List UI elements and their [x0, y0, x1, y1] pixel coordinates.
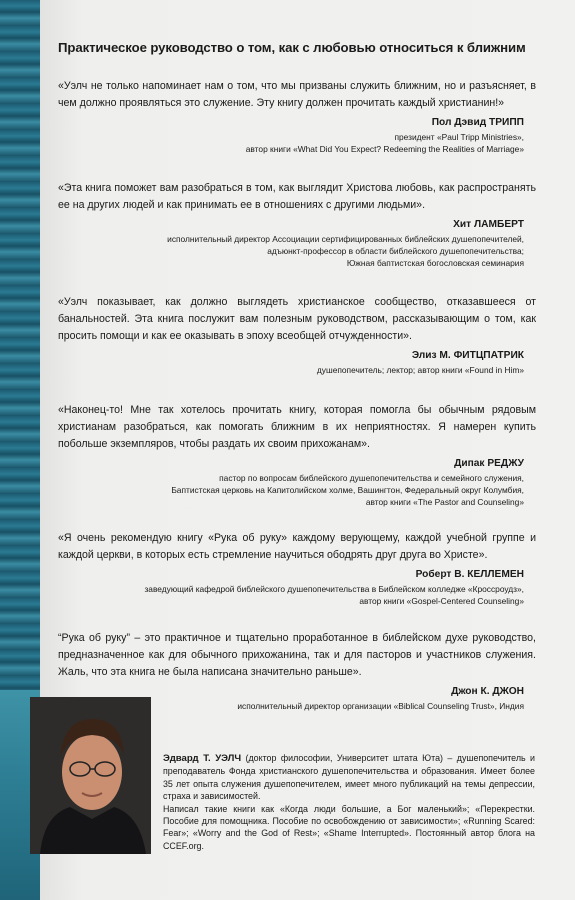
bio-paragraph: Написал такие книги как «Когда люди большие, а Бог маленький»; «Перекрестки. Пособие для помощника. Пособие по освобождению от зависимости»; «Running Scared: Fear»; «Worry and the God of Rest»; «Shame Interrupted». Постоянный автор блога на CCEF.org.	[163, 803, 535, 851]
author-name: Эдвард Т. УЭЛЧ	[163, 753, 242, 764]
quote-author: Элиз М. ФИТЦПАТРИК	[411, 350, 524, 361]
role-line: пастор по вопросам библейского душепопечительства и семейного служения,	[219, 473, 524, 483]
role-line: исполнительный директор Ассоциации сертифицированных библейских душепопечителей,	[167, 234, 524, 244]
quote-1	[58, 78, 536, 155]
page-title: Практическое руководство о том, как с любовью относиться к ближним	[58, 40, 526, 55]
role-line: автор книги «Gospel-Centered Counseling»	[359, 596, 524, 606]
quote-author-role	[58, 131, 536, 155]
quote-author-role	[58, 472, 536, 508]
quote-text: «Уэлч не только напоминает нам о том, что мы призваны служить ближним, но и разъясняет, в чем должно проявляться это служение. Эту книгу должен прочитать каждый христианин!»	[58, 80, 536, 109]
quote-5	[58, 530, 536, 607]
quote-author: Роберт В. КЕЛЛЕМЕН	[415, 569, 524, 580]
role-line: заведующий кафедрой библейского душепопечительства в Библейском колледже «Кроссроудз»,	[144, 584, 524, 594]
author-photo	[30, 697, 151, 854]
quote-text: “Рука об руку” – это практичное и тщательно проработанное в библейском духе руководство, предназначенное как для обычного прихожанина, так и для пасторов и участников служения. Жаль, что эта книга не была написана значительно раньше».	[58, 632, 536, 678]
quote-2	[58, 180, 536, 269]
bio-paragraph	[163, 752, 535, 803]
quote-text: «Наконец-то! Мне так хотелось прочитать книгу, которая помогла бы обычным рядовым христианам разобраться, как помогать ближним в их неприятностях. Я намерен купить побольше экземпляров, чтобы раздать их своим прихожанам».	[58, 404, 536, 450]
role-line: Баптистская церковь на Капитолийском холме, Вашингтон, Федеральный округ Колумбия,	[171, 485, 524, 495]
role-line: автор книги «What Did You Expect? Redeeming the Realities of Marriage»	[245, 144, 524, 154]
author-bio	[163, 752, 535, 852]
quote-3	[58, 294, 536, 376]
role-line: президент «Paul Tripp Ministries»,	[394, 132, 524, 142]
quote-text: «Я очень рекомендую книгу «Рука об руку» каждому верующему, каждой учебной группе и каждой церкви, в которых есть стремление научиться ободрять друг друга во Христе».	[58, 532, 536, 561]
quote-author-role	[58, 583, 536, 607]
role-line: Южная баптистская богословская семинария	[346, 258, 524, 268]
quote-author: Пол Дэвид ТРИПП	[431, 117, 524, 128]
quote-author-role	[58, 364, 536, 376]
quote-text: «Эта книга поможет вам разобраться в том, как выглядит Христова любовь, как распространять ее на других людей и как принимать ее в отношениях с другими людьми».	[58, 182, 536, 211]
bio-text: (доктор философии, Университет штата Юта) – душепопечитель и преподаватель Фонда христианского душепопечительства и образования. Имеет более 35 лет опыта служения душепопечителем, имеет много публикаций на темы депрессии, страха и зависимостей.	[163, 753, 536, 802]
quote-author: Джон К. ДЖОН	[451, 686, 524, 697]
author-portrait-illustration	[30, 697, 151, 854]
role-line: душепопечитель; лектор; автор книги «Found in Him»	[316, 365, 524, 375]
quote-text: «Уэлч показывает, как должно выглядеть христианское сообщество, отказавшееся от банальностей. Эта книга послужит вам полезным руководством, рассказывающим о том, как просить помощи и как ее оказывать в эпоху всеобщей отчужденности».	[58, 296, 536, 342]
quote-author: Хит ЛАМБЕРТ	[453, 219, 524, 230]
quote-author-role	[58, 233, 536, 269]
role-line: исполнительный директор организации «Biblical Counseling Trust», Индия	[237, 701, 524, 711]
role-line: адъюнкт-профессор в области библейского душепопечительства;	[267, 246, 524, 256]
quote-4	[58, 402, 536, 508]
role-line: автор книги «The Pastor and Counseling»	[365, 497, 524, 507]
quote-author: Дипак РЕДЖУ	[454, 458, 524, 469]
